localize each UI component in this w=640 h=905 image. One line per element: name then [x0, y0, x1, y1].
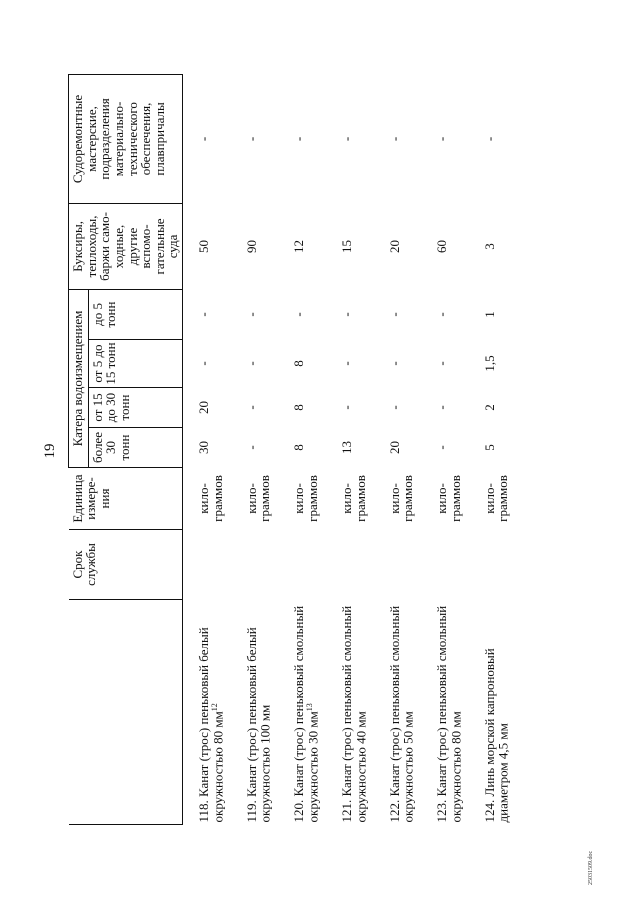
over30-cell: 30: [196, 441, 212, 454]
unit-cell: кило-граммов: [386, 475, 416, 522]
b15-30-cell: 8: [291, 404, 307, 411]
workshops-cell: -: [196, 136, 212, 142]
b15-30-cell: -: [338, 405, 354, 410]
b5-15-cell: -: [243, 361, 259, 366]
upto5-cell: -: [338, 312, 354, 317]
item-name: 118. Канат (трос) пеньковый белый окружностью 80 $мм^{12}$: [196, 627, 226, 823]
b15-30-cell: -: [243, 405, 259, 410]
b15-30-cell: 2: [481, 404, 497, 411]
over30-cell: 20: [386, 441, 402, 454]
item-name: 121. Канат (трос) пеньковый смольный окружностью 40 мм: [338, 605, 368, 823]
service-life-cell: [183, 530, 231, 600]
over30-cell: 8: [291, 444, 307, 451]
upto5-cell: -: [196, 312, 212, 317]
b5-15-cell: 1,5: [481, 355, 497, 372]
tugs-cell: 20: [386, 239, 402, 253]
tugs-cell: 90: [243, 239, 259, 253]
name-header: [69, 600, 183, 825]
workshops-cell: -: [481, 136, 497, 142]
b5-15-cell: -: [196, 361, 212, 366]
workshops-cell: -: [434, 136, 450, 142]
tugs-cell: 60: [434, 239, 450, 253]
service-life-cell: [374, 530, 422, 600]
unit-cell: кило-граммов: [481, 475, 511, 522]
upto5-cell: -: [386, 312, 402, 317]
service-life-cell: [326, 530, 374, 600]
over30-cell: -: [243, 445, 259, 450]
table-row: [231, 74, 279, 824]
boats-group-header: Катера водоизмещением: [69, 289, 89, 467]
page-number: 19: [42, 443, 58, 459]
b5-15-cell: -: [386, 361, 402, 366]
table-row: [374, 74, 422, 824]
workshops-cell: -: [291, 136, 307, 142]
unit-cell: кило-граммов: [338, 475, 368, 522]
upto5-cell: -: [434, 312, 450, 317]
b5-15-cell: -: [338, 361, 354, 366]
workshops-cell: -: [386, 136, 402, 142]
workshops-cell: -: [338, 136, 354, 142]
boats-15-30-header: от 15 до 30 тонн: [88, 388, 182, 428]
workshops-header: Судоремонтные мастерские, подразделения материально-технического обеспечения, плавпричалы: [69, 74, 183, 203]
norms-table: [68, 74, 516, 825]
unit-header: Единица измере-ния: [69, 468, 183, 530]
tugs-header: Буксиры, теплоходы, баржи само-ходные, другие вспомо-гательные суда: [69, 203, 183, 289]
tugs-cell: 15: [338, 239, 354, 253]
service-life-cell: [231, 530, 279, 600]
boats-5-15-header: от 5 до 15 тонн: [88, 340, 182, 388]
over30-cell: 5: [481, 444, 497, 451]
b5-15-cell: -: [434, 361, 450, 366]
table-row: [469, 74, 517, 824]
header-row-top: [69, 74, 89, 824]
unit-cell: кило-граммов: [291, 475, 320, 522]
item-name: 119. Канат (трос) пеньковый белый окружностью 100 мм: [243, 627, 273, 823]
item-name: 123. Канат (трос) пеньковый смольный окружностью 80 мм: [434, 605, 464, 823]
service-life-cell: [421, 530, 469, 600]
table-row: [278, 74, 326, 824]
service-life-cell: [278, 530, 326, 600]
item-name: 120. Канат (трос) пеньковый смольный окружностью 30 $мм^{13}$: [291, 605, 321, 823]
footer-document-code: 25031509.doc: [588, 850, 594, 885]
workshops-cell: -: [243, 136, 259, 142]
boats-upto5-header: до 5 тонн: [88, 289, 182, 339]
unit-cell: кило-граммов: [243, 475, 273, 522]
boats-over30-header: более 30 тонн: [88, 428, 182, 468]
b15-30-cell: -: [386, 405, 402, 410]
b15-30-cell: -: [434, 405, 450, 410]
over30-cell: -: [434, 445, 450, 450]
item-name: 124. Линь морской капроновый диаметром 4,5 мм: [481, 648, 511, 823]
unit-cell: кило-граммов: [196, 475, 225, 522]
service-life-header: Срок службы: [69, 530, 183, 600]
tugs-cell: 3: [481, 243, 497, 250]
unit-cell: кило-граммов: [434, 475, 463, 522]
upto5-cell: -: [243, 312, 259, 317]
table-row: [183, 74, 231, 824]
b5-15-cell: 8: [291, 360, 307, 367]
table-row: [326, 74, 374, 824]
b15-30-cell: 20: [196, 401, 212, 414]
table-row: [421, 74, 469, 824]
over30-cell: 13: [338, 441, 354, 454]
tugs-cell: 12: [291, 239, 307, 253]
service-life-cell: [469, 530, 517, 600]
upto5-cell: -: [291, 312, 307, 317]
upto5-cell: 1: [481, 311, 497, 318]
item-name: 122. Канат (трос) пеньковый смольный окружностью 50 мм: [386, 605, 416, 823]
tugs-cell: 50: [196, 239, 212, 253]
